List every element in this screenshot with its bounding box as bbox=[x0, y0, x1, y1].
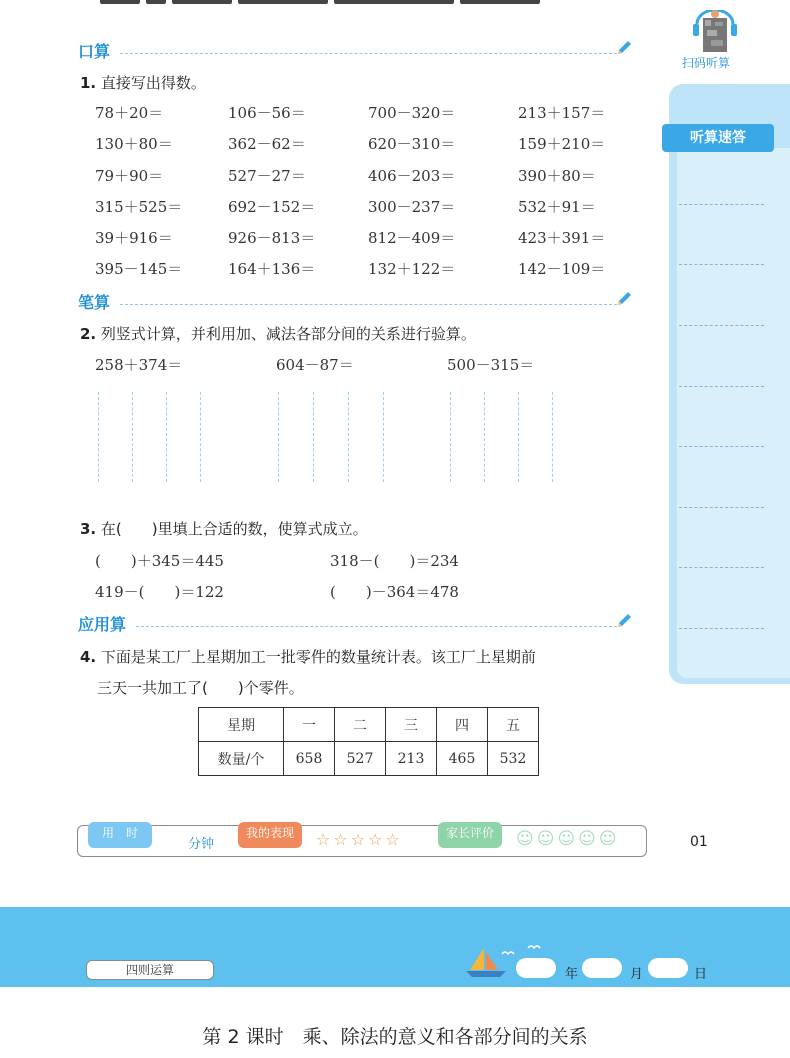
calc-item[interactable]: 142－109＝ bbox=[518, 260, 606, 278]
calc-item[interactable]: 159＋210＝ bbox=[518, 135, 606, 153]
section-header-written bbox=[78, 290, 633, 314]
table-header-cell: 三 bbox=[386, 708, 437, 742]
section-title: 口算 bbox=[78, 42, 111, 61]
table-row bbox=[199, 742, 539, 776]
fill-blank-item[interactable]: ( )－364＝478 bbox=[330, 583, 459, 601]
table-cell: 数量/个 bbox=[199, 742, 284, 776]
table-header-cell: 一 bbox=[284, 708, 335, 742]
answer-line bbox=[679, 204, 764, 205]
question-text: 列竖式计算，并利用加、减法各部分间的关系进行验算。 bbox=[100, 325, 476, 343]
day-label: 日 bbox=[694, 967, 708, 982]
table-cell: 465 bbox=[437, 742, 488, 776]
section-divider bbox=[120, 53, 617, 54]
calc-item[interactable]: 258＋374＝ bbox=[95, 356, 183, 374]
birds-icon bbox=[498, 940, 558, 960]
work-guide-line bbox=[313, 392, 314, 482]
calc-item[interactable]: 395－145＝ bbox=[95, 260, 183, 278]
question-text-cont: 三天一共加工了( )个零件。 bbox=[97, 679, 304, 697]
qr-label: 扫码听算 bbox=[682, 56, 731, 70]
performance-tag: 我的表现 bbox=[238, 822, 302, 848]
table-header-cell: 四 bbox=[437, 708, 488, 742]
calc-item[interactable]: 130＋80＝ bbox=[95, 135, 173, 153]
section-header-applied bbox=[78, 612, 633, 636]
pencil-icon bbox=[615, 612, 633, 630]
calc-item[interactable]: 532＋91＝ bbox=[518, 198, 596, 216]
calc-item[interactable]: 213＋157＝ bbox=[518, 104, 606, 122]
calc-item[interactable]: 926－813＝ bbox=[228, 229, 316, 247]
time-tag: 用 时 bbox=[88, 822, 152, 848]
question-text: 下面是某工厂上星期加工一批零件的数量统计表。该工厂上星期前 bbox=[100, 648, 536, 666]
calc-item[interactable]: 423＋391＝ bbox=[518, 229, 606, 247]
table-cell: 658 bbox=[284, 742, 335, 776]
work-guide-line bbox=[98, 392, 99, 482]
stats-table bbox=[198, 707, 539, 776]
question-number: 4. bbox=[80, 648, 97, 666]
fill-blank-item[interactable]: 318－( )＝234 bbox=[330, 552, 459, 570]
table-cell: 527 bbox=[335, 742, 386, 776]
answer-line bbox=[679, 264, 764, 265]
question-text: 在( )里填上合适的数，使算式成立。 bbox=[100, 520, 368, 538]
calc-item[interactable]: 604－87＝ bbox=[276, 356, 354, 374]
unit-label: 四则运算 bbox=[86, 960, 214, 980]
parent-review-tag: 家长评价 bbox=[438, 822, 502, 848]
answer-line bbox=[679, 567, 764, 568]
calc-item[interactable]: 812－409＝ bbox=[368, 229, 456, 247]
qr-code-icon[interactable] bbox=[691, 10, 739, 54]
answer-line bbox=[679, 386, 764, 387]
calc-item[interactable]: 164＋136＝ bbox=[228, 260, 316, 278]
side-panel-label: 听算速答 bbox=[662, 124, 774, 152]
calc-item[interactable]: 390＋80＝ bbox=[518, 167, 596, 185]
calc-item[interactable]: 300－237＝ bbox=[368, 198, 456, 216]
month-label: 月 bbox=[630, 967, 644, 982]
question-number: 2. bbox=[80, 325, 97, 343]
calc-item[interactable]: 406－203＝ bbox=[368, 167, 456, 185]
calc-item[interactable]: 692－152＝ bbox=[228, 198, 316, 216]
question-3 bbox=[80, 518, 368, 539]
section-title: 笔算 bbox=[78, 293, 111, 312]
face-rating[interactable]: ☺☺☺☺☺ bbox=[516, 829, 620, 849]
calc-item[interactable]: 132＋122＝ bbox=[368, 260, 456, 278]
calc-item[interactable]: 79＋90＝ bbox=[95, 167, 164, 185]
answer-line bbox=[679, 446, 764, 447]
table-header-cell: 五 bbox=[488, 708, 539, 742]
pencil-icon bbox=[615, 290, 633, 308]
work-guide-line bbox=[552, 392, 553, 482]
work-guide-line bbox=[450, 392, 451, 482]
calc-item[interactable]: 620－310＝ bbox=[368, 135, 456, 153]
work-guide-line bbox=[518, 392, 519, 482]
page-number: 01 bbox=[690, 834, 708, 850]
table-row bbox=[199, 708, 539, 742]
answer-line bbox=[679, 628, 764, 629]
work-guide-line bbox=[348, 392, 349, 482]
work-guide-line bbox=[200, 392, 201, 482]
evaluation-bar bbox=[77, 825, 647, 857]
minutes-label: 分钟 bbox=[188, 837, 215, 852]
calc-item[interactable]: 106－56＝ bbox=[228, 104, 306, 122]
calc-item[interactable]: 315＋525＝ bbox=[95, 198, 183, 216]
question-text: 直接写出得数。 bbox=[100, 74, 206, 92]
calc-item[interactable]: 500－315＝ bbox=[447, 356, 535, 374]
section-divider bbox=[120, 304, 617, 305]
answer-line bbox=[679, 507, 764, 508]
lesson-title: 第 2 课时 乘、除法的意义和各部分间的关系 bbox=[202, 1026, 588, 1048]
table-header-cell: 星期 bbox=[199, 708, 284, 742]
pencil-icon bbox=[615, 39, 633, 57]
answer-line bbox=[679, 325, 764, 326]
fill-blank-item[interactable]: ( )＋345＝445 bbox=[95, 552, 224, 570]
year-input[interactable] bbox=[516, 958, 556, 978]
calc-item[interactable]: 700－320＝ bbox=[368, 104, 456, 122]
calc-item[interactable]: 527－27＝ bbox=[228, 167, 306, 185]
section-header-oral bbox=[78, 39, 633, 63]
section-divider bbox=[136, 626, 617, 627]
question-1 bbox=[80, 72, 206, 93]
work-guide-line bbox=[132, 392, 133, 482]
table-header-cell: 二 bbox=[335, 708, 386, 742]
cut-off-header bbox=[100, 0, 600, 8]
question-number: 1. bbox=[80, 74, 97, 92]
question-2 bbox=[80, 323, 476, 344]
section-title: 应用算 bbox=[78, 615, 127, 634]
calc-item[interactable]: 78＋20＝ bbox=[95, 104, 164, 122]
work-guide-line bbox=[166, 392, 167, 482]
month-input[interactable] bbox=[582, 958, 622, 978]
work-guide-line bbox=[484, 392, 485, 482]
question-number: 3. bbox=[80, 520, 97, 538]
fill-blank-item[interactable]: 419－( )＝122 bbox=[95, 583, 224, 601]
question-4 bbox=[80, 646, 536, 667]
work-guide-line bbox=[383, 392, 384, 482]
table-cell: 532 bbox=[488, 742, 539, 776]
calc-item[interactable]: 39＋916＝ bbox=[95, 229, 173, 247]
table-cell: 213 bbox=[386, 742, 437, 776]
day-input[interactable] bbox=[648, 958, 688, 978]
calc-item[interactable]: 362－62＝ bbox=[228, 135, 306, 153]
work-guide-line bbox=[278, 392, 279, 482]
year-label: 年 bbox=[565, 967, 579, 982]
side-answer-area[interactable] bbox=[677, 148, 790, 678]
star-rating[interactable]: ☆☆☆☆☆ bbox=[316, 830, 403, 849]
